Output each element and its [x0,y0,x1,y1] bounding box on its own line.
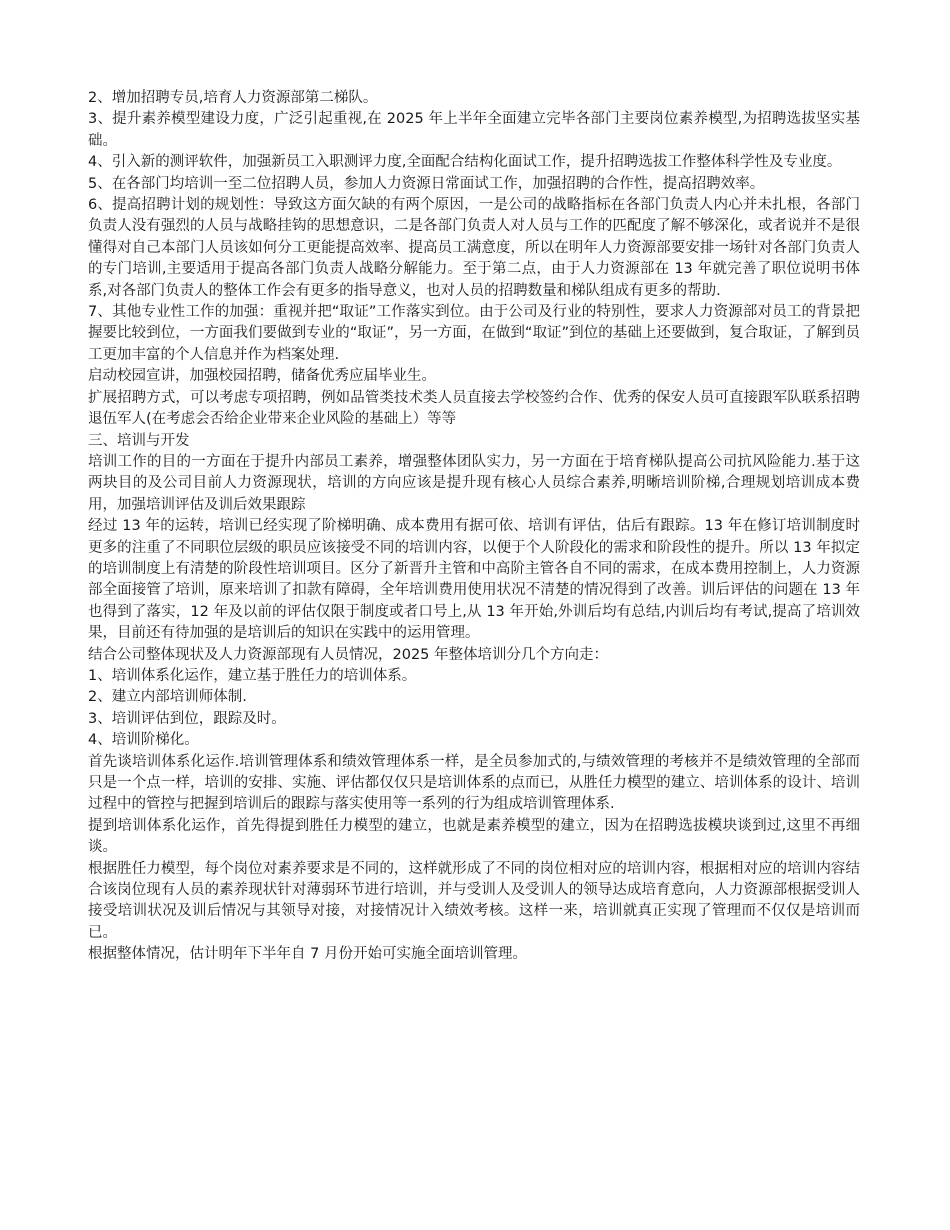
paragraph-recruit-item-4: 4、引入新的测评软件，加强新员工入职测评力度,全面配合结构化面试工作，提升招聘选拔工作整体科学性及专业度。 [88,154,842,171]
paragraph-recruit-item-7: 7、其他专业性工作的加强：重视并把“取证”工作落实到位。由于公司及行业的特别性，要求人力资源部对员工的背景把握要比较到位，一方面我们要做到专业的“取证”，另一方面，在做到“取证”到位的基础上还要做到，复合取证，了解到员工更加丰富的个人信息并作为档案处理. [88,304,860,363]
document-body [88,88,860,966]
paragraph-campus-recruiting: 启动校园宣讲，加强校园招聘，储备优秀应届毕业生。 [88,368,436,385]
paragraph-training-purpose: 培训工作的目的一方面在于提升内部员工素养，增强整体团队实力，另一方面在于培育梯队提高公司抗风险能力.基于这两块目的及公司目前人力资源现状，培训的方向应该是提升现有核心人员综合素养,明晰培训阶梯,合理规划培训成本费用，加强培训评估及训后效果跟踪 [88,453,860,513]
paragraph-competency-model: 提到培训体系化运作，首先得提到胜任力模型的建立，也就是素养模型的建立，因为在招聘选拔模块谈到过,这里不再细谈。 [88,817,860,856]
paragraph-competency-training: 根据胜任力模型，每个岗位对素养要求是不同的，这样就形成了不同的岗位相对应的培训内容，根据相对应的培训内容结合该岗位现有人员的素养现状针对薄弱环节进行培训，并与受训人及受训人的领导达成培育意向，人力资源部根据受训人接受培训状况及训后情况与其领导对接，对接情况计入绩效考核。这样一来，培训就真正实现了管理而不仅仅是培训而已。 [88,860,860,941]
list-item-training-1: 1、培训体系化运作，建立基于胜任力的培训体系。 [88,667,417,684]
list-item-training-2: 2、建立内部培训师体制. [88,689,247,706]
paragraph-recruit-item-5: 5、在各部门均培训一至二位招聘人员，参加人力资源日常面试工作，加强招聘的合作性，提高招聘效率。 [88,175,765,192]
paragraph-training-directions-intro: 结合公司整体现状及人力资源部现有人员情况，2025 年整体培训分几个方向走： [88,646,609,663]
paragraph-training-system: 首先谈培训体系化运作.培训管理体系和绩效管理体系一样，是全员参加式的,与绩效管理的考核并不是绩效管理的全部而只是一个点一样，培训的安排、实施、评估都仅仅只是培训体系的点而已，从胜任力模型的建立、培训体系的设计、培训过程中的管控与把握到培训后的跟踪与落实使用等一系列的行为组成培训管理体系. [88,753,860,813]
list-item-training-4: 4、培训阶梯化。 [88,732,199,749]
paragraph-recruit-item-6: 6、提高招聘计划的规划性：导致这方面欠缺的有两个原因，一是公司的战略指标在各部门负责人内心并未扎根，各部门负责人没有强烈的人员与战略挂钩的思想意识，二是各部门负责人对人员与工作的匹配度了解不够深化，或者说并不是很懂得对自己本部门人员该如何分工更能提高效率、提高员工满意度，所以在明年人力资源部要安排一场针对各部门负责人的专门培训,主要适用于提高各部门负责人战略分解能力。至于第二点，由于人力资源部在 13 年就完善了职位说明书体系,对各部门负责人的整体工作会有更多的指导意义，也对人员的招聘数量和梯队组成有更多的帮助. [88,197,860,299]
paragraph-recruit-item-3: 3、提升素养模型建设力度，广泛引起重视,在 2025 年上半年全面建立完毕各部门主要岗位素养模型,为招聘选拔坚实基础。 [88,111,860,149]
paragraph-training-schedule: 根据整体情况，估计明年下半年自 7 月份开始可实施全面培训管理。 [88,946,527,963]
paragraph-recruit-item-2: 2、增加招聘专员,培育人力资源部第二梯队。 [88,90,378,106]
list-item-training-3: 3、培训评估到位，跟踪及时。 [88,710,286,727]
paragraph-expand-recruiting: 扩展招聘方式，可以考虑专项招聘，例如品管类技术类人员直接去学校签约合作、优秀的保安人员可直接跟军队联系招聘退伍军人(在考虑会否给企业带来企业风险的基础上）等等 [88,389,860,428]
section-heading-training: 三、培训与开发 [88,432,190,449]
paragraph-training-review: 经过 13 年的运转，培训已经实现了阶梯明确、成本费用有据可依、培训有评估，估后有跟踪。13 年在修订培训制度时更多的注重了不同职位层级的职员应该接受不同的培训内容，以便于个人阶段化的需求和阶段性的提升。所以 13 年拟定的培训制度上有清楚的阶段性培训项目。区分了新晋升主管和中高阶主管各自不同的需求，在成本费用控制上，人力资源部全面接管了培训，原来培训了扣款有障碍，全年培训费用使用状况不清楚的情况得到了改善。训后评估的问题在 13 年也得到了落实，12 年及以前的评估仅限于制度或者口号上,从 13 年开始,外训后均有总结,内训后均有考试,提高了培训效果，目前还有待加强的是培训后的知识在实践中的运用管理。 [88,518,860,642]
